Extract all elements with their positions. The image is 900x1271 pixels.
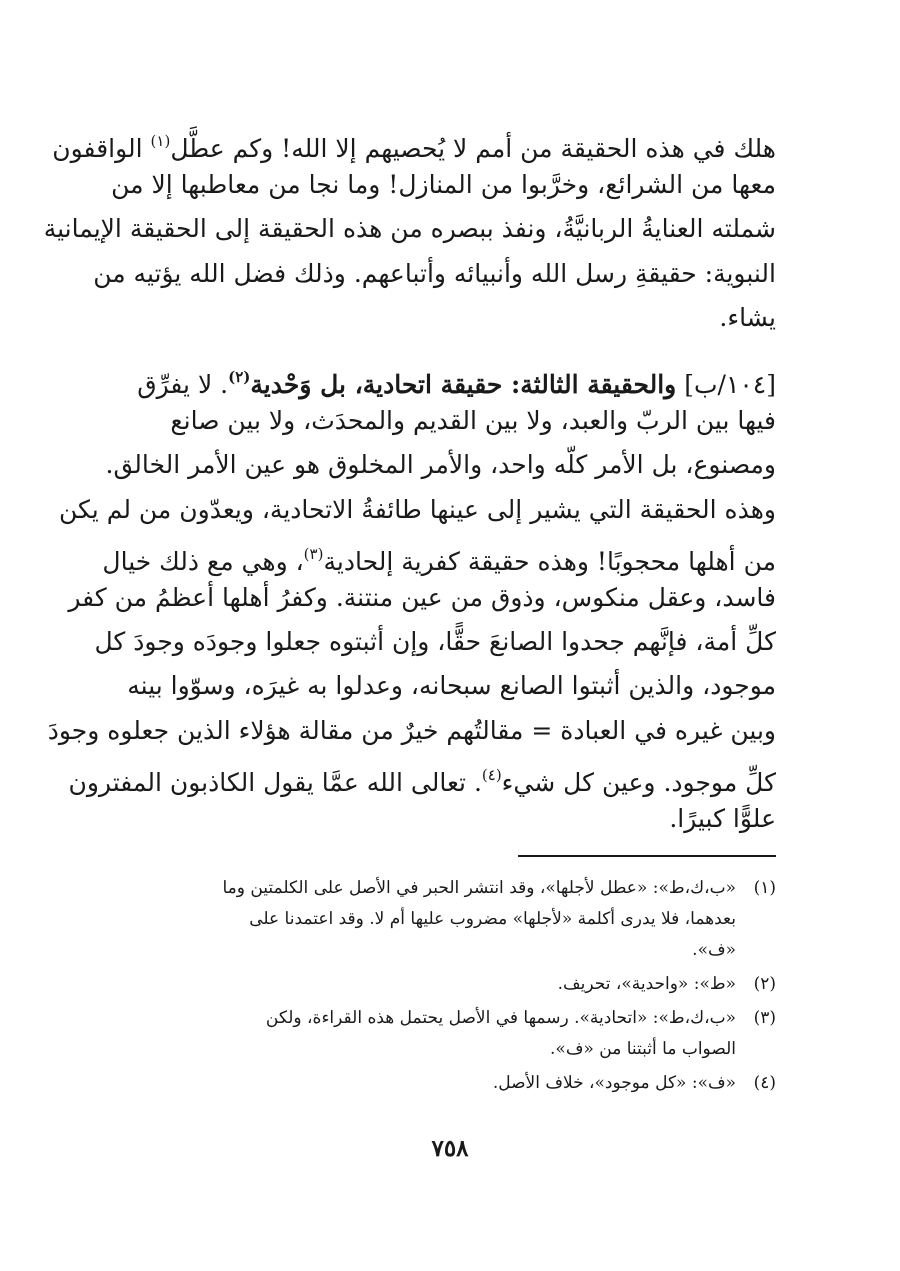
section-heading: والحقيقة الثالثة: حقيقة اتحادية، بل وَحْدية — [250, 370, 677, 399]
footnote-ref[interactable]: (٤) — [481, 765, 502, 784]
text-line: معها من الشرائع، وخرَّبوا من المنازل! وما نجا من معاطبها إلا من — [111, 170, 776, 200]
text-line: وهذه الحقيقة التي يشير إلى عينها طائفةُ الاتحادية، ويعدّون من لم يكن — [58, 494, 776, 524]
footnote-line: «ب،ك،ط»: «اتحادية». رسمها في الأصل يحتمل هذه القراءة، ولكن — [265, 1008, 736, 1028]
text-line: يشاء. — [719, 302, 776, 332]
footnote-line: «ط»: «واحدية»، تحريف. — [557, 974, 736, 994]
footnote-line: الصواب ما أثبتنا من «ف». — [550, 1039, 736, 1059]
text-line: شملته العنايةُ الربانيَّةُ، ونفذ ببصره من هذه الحقيقة إلى الحقيقة الإيمانية — [43, 214, 776, 244]
text-line: فيها بين الربّ والعبد، ولا بين القديم والمحدَث، ولا بين صانع — [170, 406, 776, 436]
footnote-line: «ف». — [692, 940, 736, 960]
page-number: ٧٥٨ — [431, 1135, 469, 1162]
paragraph-1 — [43, 119, 776, 340]
footnote-4 — [116, 1068, 776, 1099]
footnote-number: (٢) — [753, 974, 776, 994]
footnote-line: بعدهما، فلا يدرى أكلمة «لأجلها» مضروب عليها أم لا. وقد اعتمدنا على — [249, 909, 736, 929]
text-line: كلِّ موجود. وعين كل شيء$^{(٤)}$. تعالى الله عمَّا يقول الكاذبون المفترون — [68, 765, 776, 797]
folio-marker: [١٠٤/ب] — [684, 370, 776, 399]
text-line: علوًّا كبيرًا. — [669, 803, 776, 833]
text-line: النبوية: حقيقةِ رسل الله وأنبيائه وأتباعهم. وذلك فضل الله يؤتيه من — [93, 258, 776, 288]
paragraph-2 — [47, 355, 776, 841]
footnote-number: (٤) — [753, 1073, 776, 1093]
text-line: من أهلها محجوبًا! وهذه حقيقة كفرية إلحادية$^{(٣)}$، وهي مع ذلك خيال — [102, 544, 776, 576]
footnotes — [116, 873, 776, 1102]
text-line: هلك في هذه الحقيقة من أمم لا يُحصيهم إلا الله! وكم عطَّل$^{(١)}$ الواقفون — [52, 132, 776, 163]
heading-line: [١٠٤/ب] والحقيقة الثالثة: حقيقة اتحادية، بل وَحْدية$^{(٢)}$. لا يفرِّق — [137, 368, 776, 399]
footnote-ref[interactable]: (١) — [150, 132, 171, 150]
footnote-ref[interactable]: (٢) — [228, 368, 251, 386]
footnote-1 — [116, 873, 776, 966]
footnote-ref[interactable]: (٣) — [303, 544, 324, 563]
footnote-line: «ف»: «كل موجود»، خلاف الأصل. — [492, 1073, 736, 1093]
footnote-number: (٣) — [753, 1008, 776, 1028]
text-line: وبين غيره في العبادة = مقالتُهم خيرٌ من مقالة هؤلاء الذين جعلوه وجودَ — [47, 715, 776, 745]
footnote-2 — [116, 969, 776, 1000]
footnote-separator — [518, 855, 776, 857]
footnote-3 — [116, 1003, 776, 1065]
text-line: كلِّ أمة، فإنَّهم جحدوا الصانعَ حقًّا، وإن أثبتوه جعلوا وجودَه وجودَ كل — [94, 627, 776, 657]
footnote-line: «ب،ك،ط»: «عطل لأجلها»، وقد انتشر الحبر في الأصل على الكلمتين وما — [222, 878, 736, 898]
text-line: موجود، والذين أثبتوا الصانع سبحانه، وعدلوا به غيرَه، وسوّوا بينه — [127, 671, 776, 701]
text-line: فاسد، وعقل منكوس، وذوق من عين منتنة. وكفرُ أهلها أعظمُ من كفر — [68, 582, 776, 612]
footnote-number: (١) — [753, 878, 776, 898]
text-line: ومصنوع، بل الأمر كلّه واحد، والأمر المخلوق هو عين الأمر الخالق. — [105, 450, 776, 480]
